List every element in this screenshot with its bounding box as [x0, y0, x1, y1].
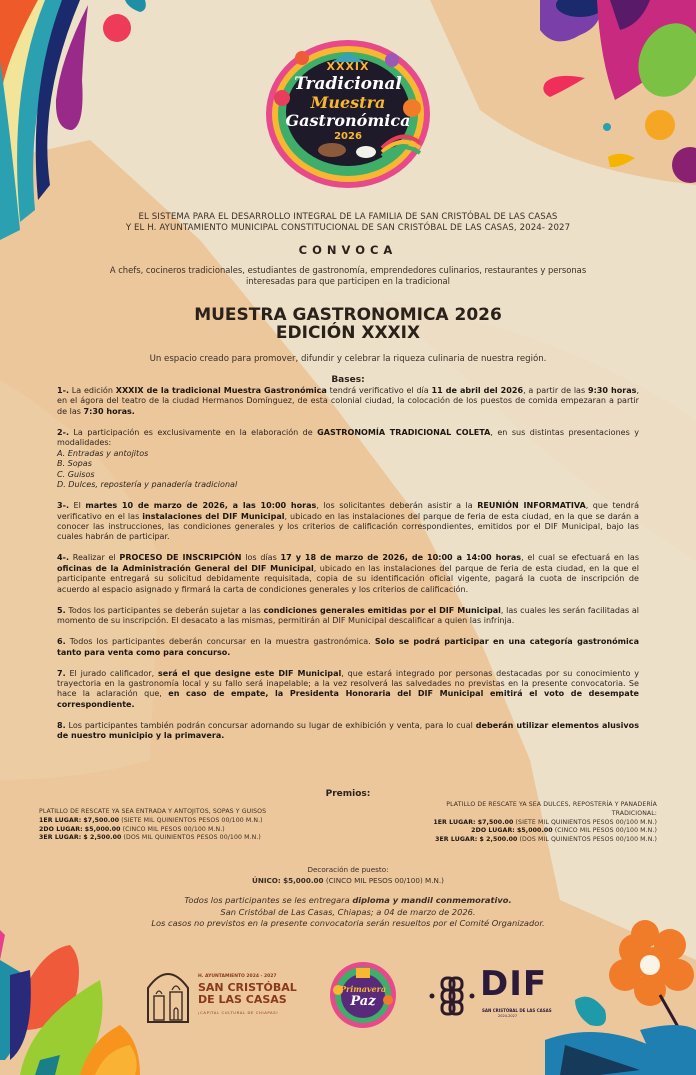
base-number: 4-. — [57, 553, 69, 563]
base-bold: PROCESO DE INSCRIPCIÓN — [119, 553, 242, 563]
closing-line-2: San Cristóbal de Las Casas, Chiapas; a 04 de marzo de 2026. — [220, 906, 476, 917]
base-text: , los solicitantes deberán asistir a la — [316, 501, 478, 511]
prize-place: ÚNICO: — [251, 876, 281, 885]
prize-amount: $ 2,500.00 — [479, 836, 518, 844]
prize-place: 2DO LUGAR: — [471, 827, 515, 835]
base-text: , en el ágora del teatro de la ciudad Hermanos Domínguez, de esta colonial ciudad, la colocación de los puestos de comida empezaran a partir de las — [57, 386, 640, 416]
bases-heading: Bases: — [331, 375, 365, 385]
issuing-organizations — [0, 212, 696, 234]
premios-heading: Premios: — [325, 789, 371, 799]
base-6 — [57, 637, 639, 658]
category-item: B. Sopas — [57, 459, 92, 469]
category-list — [57, 449, 639, 491]
prize-amount: $5,000.00 — [516, 827, 553, 835]
base-number: 6. — [57, 637, 66, 647]
base-bold: 11 de abril del 2026 — [431, 386, 524, 395]
logo-year: 2026 — [334, 131, 362, 142]
prize-place: 3ER LUGAR: — [39, 834, 82, 842]
base-bold: martes 10 de marzo de 2026, a las 10:00 horas — [85, 501, 317, 511]
prize-row — [433, 819, 657, 828]
prize-words: (CINCO MIL PESOS 00/100 M.N.) — [120, 825, 225, 833]
logo-line2: Muestra — [310, 93, 386, 112]
logo-line3: Gastronómica — [285, 111, 411, 130]
base-text: La edición — [69, 386, 116, 395]
prize-amount: $ 2,500.00 — [83, 834, 122, 842]
base-1 — [57, 386, 639, 417]
prize-place: 1ER LUGAR: — [39, 816, 82, 824]
prize-row — [433, 827, 657, 836]
prize-place: 2DO LUGAR: — [39, 825, 83, 833]
base-bold: XXXIX de la tradicional Muestra Gastronómica — [115, 386, 327, 395]
base-text: La participación es exclusivamente en la elaboración de — [69, 427, 318, 437]
org-line-1: EL SISTEMA PARA EL DESARROLLO INTEGRAL DE LA FAMILIA DE SAN CRISTÓBAL DE LAS CASAS — [138, 212, 558, 222]
category-item: C. Guisos — [57, 469, 95, 479]
intro-line-2: interesadas para que participen en la tradicional — [245, 276, 451, 286]
footer-logos — [140, 960, 560, 1040]
bases-list — [57, 386, 639, 752]
prize-words: (DOS MIL QUINIENTOS PESOS 00/100 M.N.) — [517, 836, 657, 844]
category-item: A. Entradas y antojitos — [57, 448, 149, 458]
prize-place: 3ER LUGAR: — [435, 836, 478, 844]
closing-notes — [0, 895, 696, 930]
base-text: Todos los participantes deberán concursar en la muestra gastronómica. — [65, 637, 375, 647]
prize-heading-2: TRADICIONAL: — [611, 809, 657, 817]
base-number: 2-. — [57, 427, 69, 437]
cathedral-icon — [142, 964, 194, 1024]
ayuntamiento-logo — [140, 964, 320, 1028]
base-8 — [57, 721, 639, 742]
title-line-2: EDICIÓN XXXIX — [275, 323, 421, 343]
dif-wordmark: DIF — [480, 964, 548, 1004]
org-line-2: Y EL H. AYUNTAMIENTO MUNICIPAL CONSTITUCIONAL DE SAN CRISTÓBAL DE LAS CASAS, 2024- 2027 — [125, 223, 571, 233]
decoration-prize — [0, 864, 696, 886]
dif-knot-icon — [428, 972, 476, 1020]
base-bold: condiciones generales emitidas por el DIF Municipal — [263, 605, 501, 615]
base-number: 3-. — [57, 501, 69, 511]
base-bold: oficinas de la Administración General del DIF Municipal — [57, 563, 314, 573]
prize-row — [39, 817, 266, 826]
prize-heading: PLATILLO DE RESCATE YA SEA ENTRADA Y ANTOJITOS, SOPAS Y GUISOS — [39, 808, 267, 815]
base-text: Realizar el — [69, 553, 120, 563]
base-2 — [57, 428, 639, 491]
tagline: Un espacio creado para promover, difundir y celebrar la riqueza culinaria de nuestra región. — [149, 354, 547, 364]
closing-bold: diploma y mandil conmemorativo. — [352, 895, 512, 905]
title-line-1: MUESTRA GASTRONOMICA 2026 — [194, 305, 502, 325]
prize-row — [39, 826, 266, 835]
closing-text: Todos los participantes se les entregara — [184, 895, 353, 905]
base-text: , ubicado en las instalaciones del parque de feria de esta ciudad, en la que el participante entregará su solicitud debidamente requisitada, copia de su identificación oficial vigente, pagará la cuota de inscripción de acuerdo al espacio asignado y firmará la carta de condiciones generales y los criterios de calificación. — [57, 563, 639, 594]
logo-line1: Tradicional — [294, 74, 402, 94]
prize-amount: $7,500.00 — [83, 816, 120, 824]
prizes-savory — [39, 808, 266, 843]
base-text: , en sus distintas presentaciones y modalidades: — [57, 427, 639, 448]
base-number: 7. — [57, 668, 66, 678]
base-5 — [57, 606, 639, 627]
prize-words: (SIETE MIL QUINIENTOS PESOS 00/100 M.N.) — [513, 818, 657, 826]
base-text: , ubicado en las instalaciones del parque de feria de esta ciudad, en la que se darán a conocer las instrucciones, las condiciones generales y los criterios de calificación correspondientes, emitidos por el DIF Municipal, bajo las cuales habrán de participar. — [57, 511, 639, 542]
prize-place: 1ER LUGAR: — [433, 818, 476, 826]
base-text: Todos los participantes se deberán sujetar a las — [65, 605, 264, 615]
base-bold: GASTRONOMÍA TRADICIONAL COLETA — [317, 427, 491, 437]
event-title — [0, 306, 696, 342]
ayuntamiento-name-1: SAN CRISTÓBAL — [198, 981, 297, 994]
base-text: El jurado calificador, — [65, 668, 158, 678]
base-bold: instalaciones del DIF Municipal — [142, 511, 285, 521]
base-text: , que tendrá verificativo en el las — [57, 501, 639, 521]
dif-logo — [428, 964, 568, 1028]
base-text: El — [69, 501, 86, 511]
closing-line-3: Los casos no previstos en la presente convocatoria serán resueltos por el Comité Organizador. — [151, 918, 545, 928]
category-item: D. Dulces, repostería y panadería tradicional — [57, 480, 238, 490]
logo-edition: XXXIX — [326, 60, 370, 73]
base-text: , las cuales les serán facilitadas al momento de su inscripción. El desacato a las mismas, permitirán al DIF Municipal descalificar a quien las infrinja. — [57, 605, 639, 626]
intro-line-1: A chefs, cocineros tradicionales, estudiantes de gastronomía, emprendedores culinarios, restaurantes y personas — [109, 265, 587, 275]
base-bold: en caso de empate, la Presidenta Honoraria del DIF Municipal emitirá el voto de desempate correspondiente. — [57, 689, 639, 709]
prize-amount: $5,000.00 — [283, 876, 324, 885]
prize-amount: $7,500.00 — [477, 818, 514, 826]
primavera-text: Primavera — [339, 984, 387, 994]
base-bold: 9:30 horas — [587, 386, 637, 395]
primavera-paz-logo — [328, 960, 398, 1030]
prize-words: (DOS MIL QUINIENTOS PESOS 00/100 M.N.) — [121, 834, 261, 842]
base-text: , que estará integrado por personas destacadas por su conocimiento y trayectoria en la gastronomía local y su fallo será inapelable; a la vez resolverá las salvedades no previstas en la presente convocatoria. Se hace la aclaración que, — [57, 668, 639, 699]
base-3 — [57, 501, 639, 543]
base-number: 5. — [57, 605, 66, 615]
decoration-row — [0, 875, 696, 886]
prize-words: (SIETE MIL QUINIENTOS PESOS 00/100 M.N.) — [119, 816, 263, 824]
paz-text: Paz — [350, 994, 376, 1009]
prize-words: (CINCO MIL PESOS 00/100) M.N.) — [323, 876, 444, 885]
base-4 — [57, 553, 639, 595]
base-bold: 17 y 18 de marzo de 2026, de 10:00 a 14:00 horas — [280, 553, 522, 563]
base-text: , el cual se efectuará en las — [521, 553, 640, 563]
base-number: 8. — [57, 720, 66, 730]
base-bold: Solo se podrá participar en una categoría gastronómica tanto para venta como para concurso. — [57, 637, 639, 657]
base-number: 1-. — [57, 386, 69, 395]
base-text: los días — [241, 553, 281, 563]
base-bold: 7:30 horas. — [83, 406, 135, 416]
prizes-sweets — [433, 801, 657, 845]
convoca-heading: CONVOCA — [298, 243, 398, 257]
dif-years: 2024-2027 — [498, 1014, 518, 1018]
base-bold: REUNIÓN INFORMATIVA — [477, 501, 586, 511]
ayuntamiento-caption: ¡CAPITAL CULTURAL DE CHIAPAS! — [198, 1010, 279, 1015]
prize-heading: PLATILLO DE RESCATE YA SEA DULCES, REPOSTERÍA Y PANADERÍA — [446, 801, 657, 808]
prize-row — [39, 834, 266, 843]
decoration-label: Decoración de puesto: — [307, 865, 389, 874]
prize-words: (CINCO MIL PESOS 00/100 M.N.) — [552, 827, 657, 835]
intro-text — [60, 265, 636, 287]
ayuntamiento-label: H. AYUNTAMIENTO 2024 - 2027 — [198, 974, 277, 979]
base-text: , a partir de las — [523, 386, 588, 395]
ayuntamiento-name — [198, 982, 297, 1006]
base-text: Los participantes también podrán concursar adornando su lugar de exhibición y venta, para lo cual — [65, 720, 476, 730]
base-7 — [57, 669, 639, 711]
prize-amount: $5,000.00 — [84, 825, 121, 833]
closing-line-1 — [0, 895, 696, 907]
base-text: tendrá verificativo el día — [326, 386, 432, 395]
base-bold: será el que designe este DIF Municipal — [157, 668, 342, 678]
base-bold: deberán utilizar elementos alusivos de nuestro municipio y la primavera. — [57, 720, 639, 741]
prize-row — [433, 836, 657, 845]
dif-subtitle: SAN CRISTÓBAL DE LAS CASAS — [482, 1008, 552, 1013]
ayuntamiento-name-2: DE LAS CASAS — [198, 993, 287, 1006]
